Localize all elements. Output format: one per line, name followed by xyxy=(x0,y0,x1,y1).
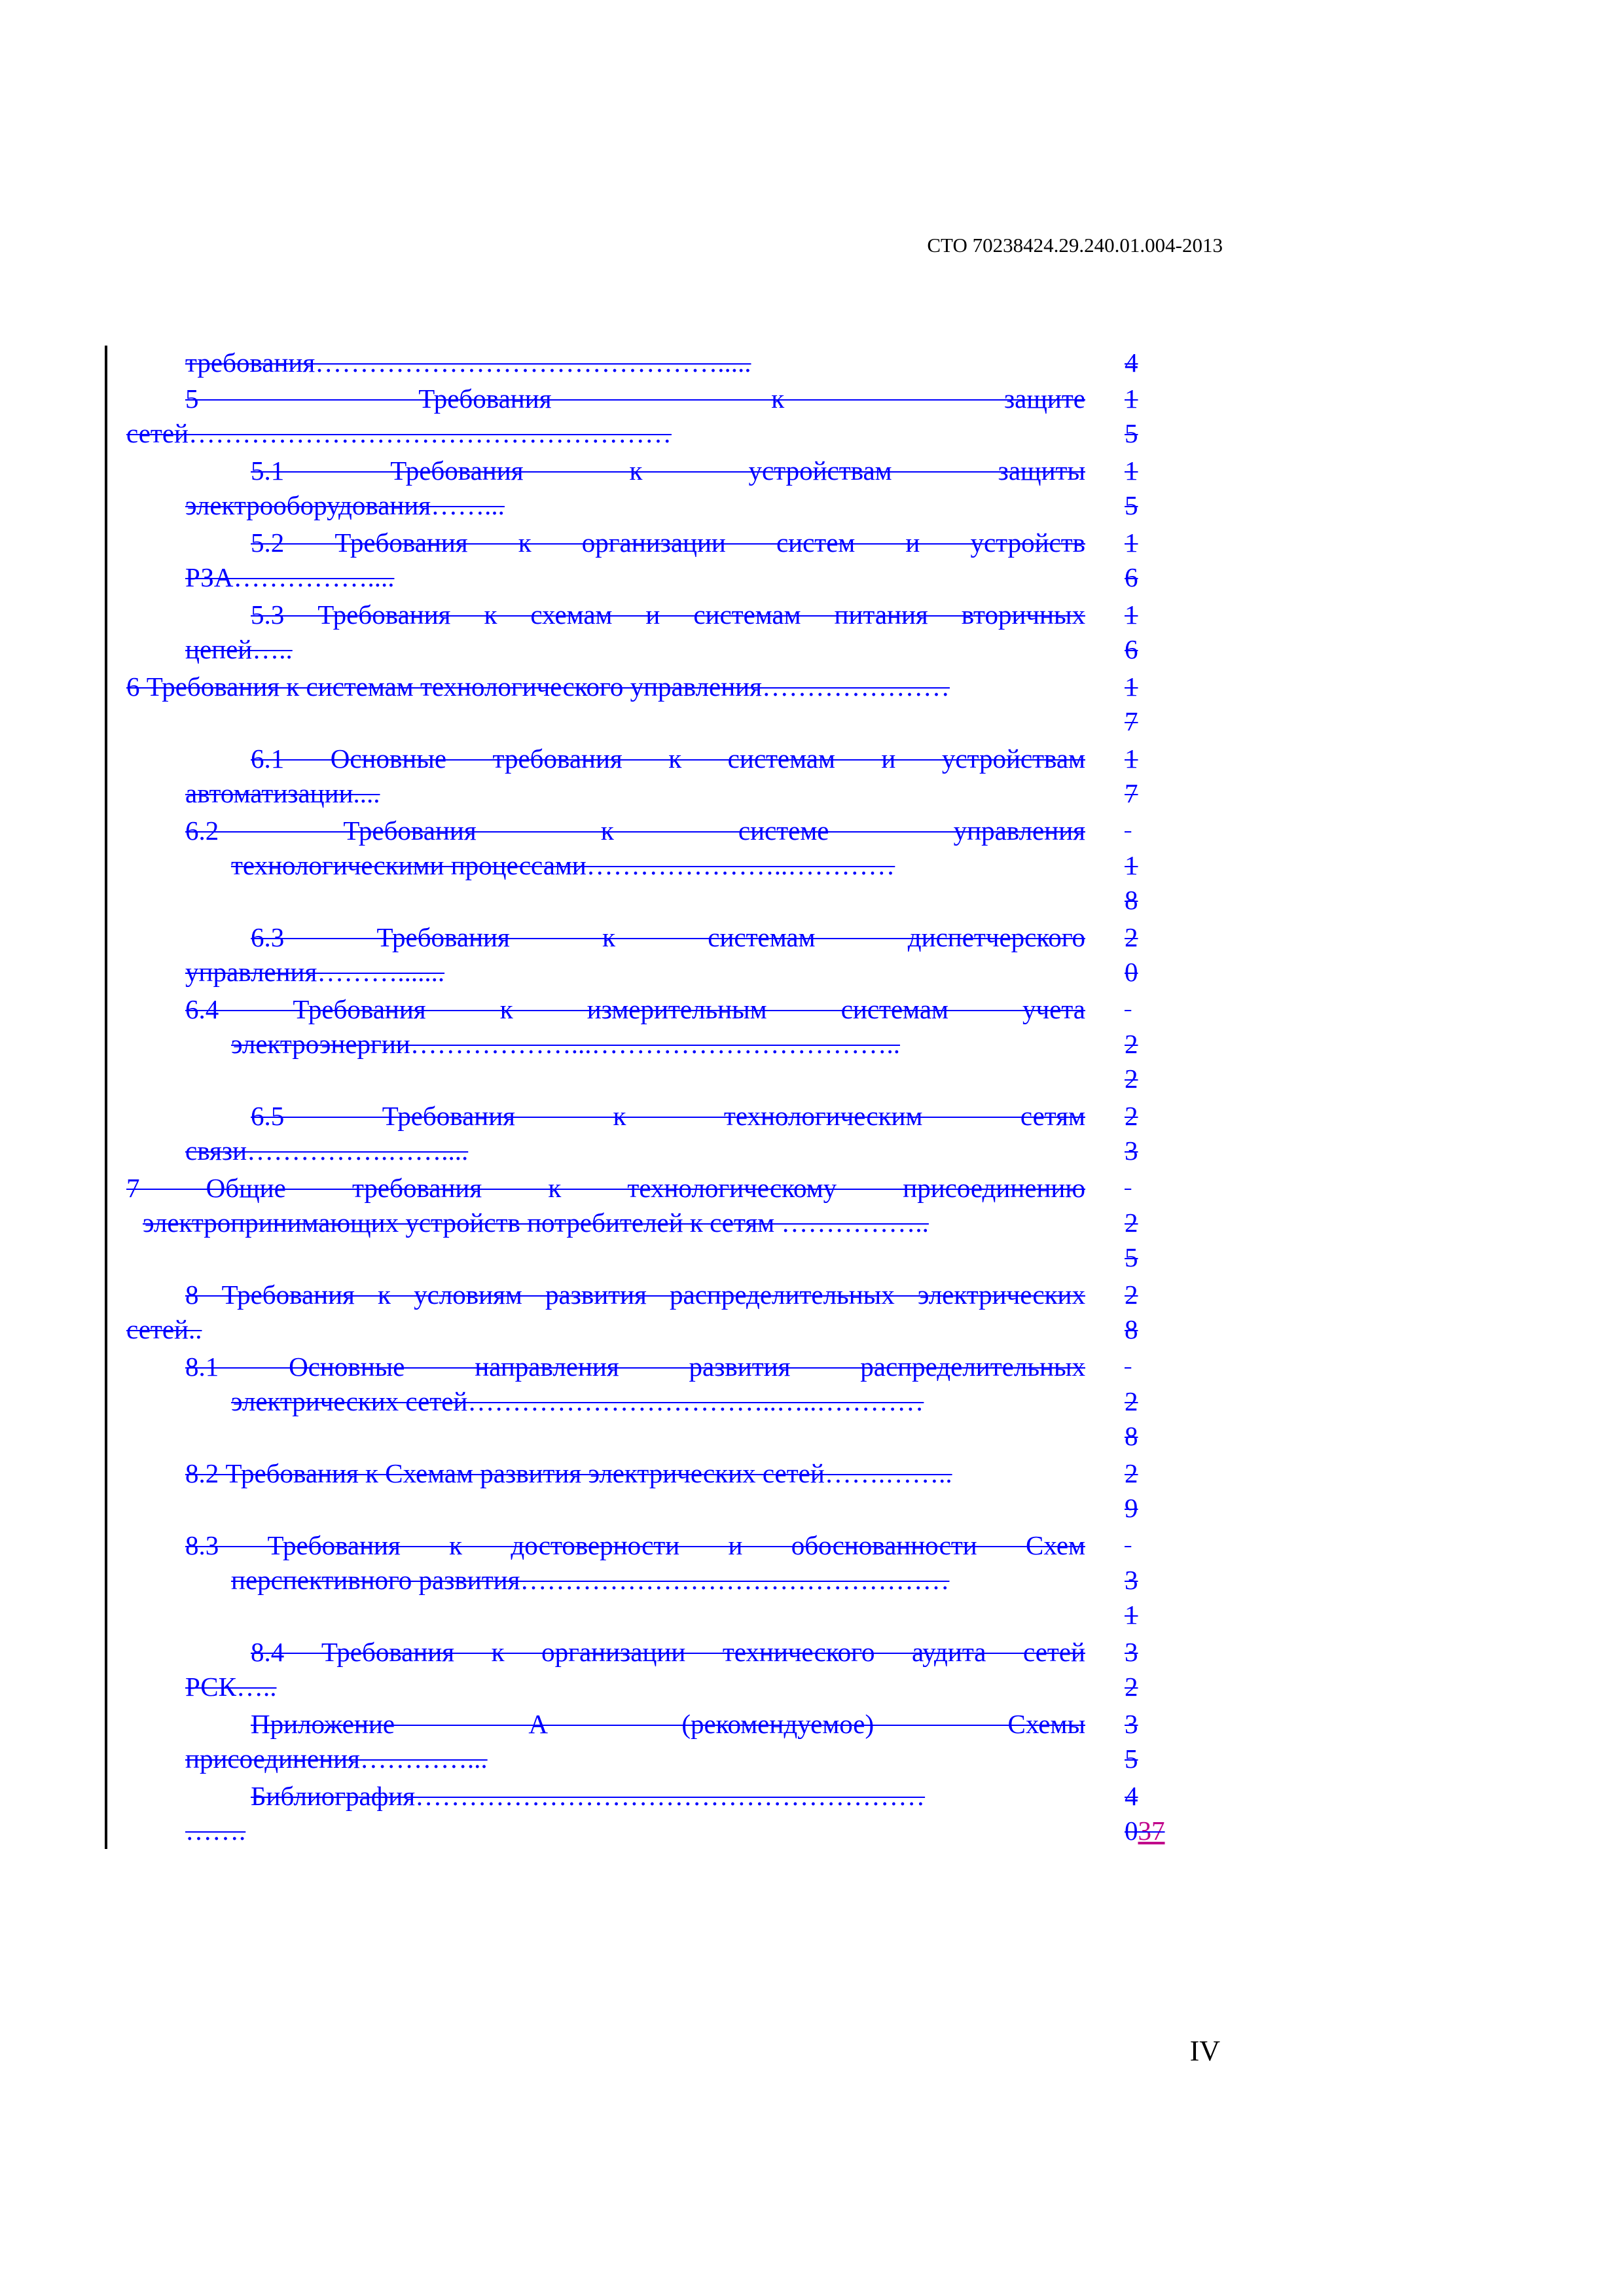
toc-entry-page-number xyxy=(1125,454,1164,523)
toc-page-digit: 2 xyxy=(1125,1064,1138,1094)
toc-page-digit: 5 xyxy=(1125,1744,1138,1774)
toc-entry-title xyxy=(126,920,1085,990)
toc-entry-line: управления………....... xyxy=(185,957,445,987)
toc-page-digit xyxy=(1125,1171,1164,1206)
toc-entry-line: Приложение А (рекомендуемое) Схемы xyxy=(251,1709,1085,1739)
toc-page-digit: 2 xyxy=(1125,1101,1138,1131)
toc-entry-line: РЗА…………….... xyxy=(185,562,395,592)
toc-entry-line: технологическими процессами…………………..………… xyxy=(231,850,895,880)
toc-entry-line: сетей……………………………………………… xyxy=(126,418,672,448)
toc-page-digit: 8 xyxy=(1125,1421,1138,1451)
toc-entry[interactable] xyxy=(126,1456,1187,1523)
toc-entry-page-number xyxy=(1125,1707,1164,1776)
toc-page-digit: 1 xyxy=(1125,384,1138,414)
toc-entry-line: 8.1 Основные направления развития распределительных xyxy=(185,1352,1085,1382)
document-code-header: СТО 70238424.29.240.01.004-2013 xyxy=(927,234,1223,257)
toc-entry-line: присоединения…………... xyxy=(185,1744,488,1774)
toc-page-digit xyxy=(1125,1350,1164,1384)
toc-page-digit xyxy=(1125,992,1164,1027)
toc-entry-line: 6.2 Требования к системе управления xyxy=(185,816,1085,846)
toc-entry-page-number xyxy=(1125,598,1164,667)
toc-page-digit: 1 xyxy=(1125,456,1138,486)
toc-entry[interactable] xyxy=(126,814,1187,915)
toc-entry-page-number xyxy=(1125,1635,1164,1704)
toc-entry-line: 8 Требования к условиям развития распределительных электрических xyxy=(185,1280,1085,1310)
toc-entry-line: Библиография………………………………………………… xyxy=(251,1781,926,1811)
toc-entry-title xyxy=(126,1456,1085,1491)
toc-entry-line: 8.3 Требования к достоверности и обоснованности Схем xyxy=(185,1530,1085,1560)
toc-entry-line: 5.3 Требования к схемам и системам питания вторичных xyxy=(251,600,1085,630)
toc-page-digit: 2 xyxy=(1125,1029,1138,1059)
toc-entry-title xyxy=(126,1350,1085,1419)
toc-page-digit xyxy=(1125,1528,1164,1563)
toc-page-digit: 2 xyxy=(1125,1208,1138,1238)
toc-entry[interactable] xyxy=(126,598,1187,667)
toc-page-digit: 1 xyxy=(1125,850,1138,880)
toc-entry-page-number xyxy=(1125,526,1164,595)
toc-entry-line: электропринимающих устройств потребителей к сетям …………….. xyxy=(143,1208,929,1238)
toc-entry[interactable] xyxy=(126,1779,1187,1848)
toc-entry-page-number xyxy=(1125,1350,1164,1454)
toc-entry-title xyxy=(126,1528,1085,1598)
toc-page-digit: 6 xyxy=(1125,634,1138,664)
toc-entry[interactable] xyxy=(126,742,1187,811)
toc-entry[interactable] xyxy=(126,382,1187,451)
toc-entry-title xyxy=(126,1278,1085,1347)
toc-entry-line: связи…………….…….... xyxy=(185,1136,469,1166)
toc-entry-line: РСК….. xyxy=(185,1672,277,1702)
toc-entry[interactable] xyxy=(126,526,1187,595)
toc-page-digit: 6 xyxy=(1125,562,1138,592)
toc-page-digit: 9 xyxy=(1125,1493,1138,1523)
toc-entry-page-number xyxy=(1125,346,1164,380)
toc-page-digit: 8 xyxy=(1125,885,1138,915)
toc-entry[interactable] xyxy=(126,1171,1187,1272)
toc-entry[interactable] xyxy=(126,454,1187,523)
toc-page-digit: 1 xyxy=(1125,672,1138,702)
toc-entry-line: 5.2 Требования к организации систем и устройств xyxy=(251,528,1085,558)
toc-entry-title xyxy=(126,1099,1085,1168)
toc-entry-line: электрических сетей……………………………..…..………… xyxy=(231,1386,924,1416)
toc-page-digit: 4 xyxy=(1125,348,1138,378)
toc-entry-title xyxy=(126,670,1085,704)
toc-entry-page-number xyxy=(1125,814,1164,918)
toc-entry[interactable] xyxy=(126,920,1187,990)
toc-page-digit: 5 xyxy=(1125,1242,1138,1272)
toc-entry-title xyxy=(126,992,1085,1062)
toc-entry[interactable] xyxy=(126,992,1187,1094)
toc-entry-line: автоматизации.... xyxy=(185,778,380,808)
toc-entry-line: цепей….. xyxy=(185,634,293,664)
toc-entry[interactable] xyxy=(126,1350,1187,1451)
toc-entry-title xyxy=(126,814,1085,883)
toc-page-digit xyxy=(1125,1814,1164,1848)
toc-entry[interactable] xyxy=(126,1707,1187,1776)
toc-page-digit: 3 xyxy=(1125,1565,1138,1595)
toc-entry-page-number xyxy=(1125,742,1164,811)
toc-entry-line: 8.4 Требования к организации технического аудита сетей xyxy=(251,1637,1085,1667)
toc-entry-page-number xyxy=(1125,670,1164,739)
toc-entry-title xyxy=(126,382,1085,451)
toc-entry-title xyxy=(126,742,1085,811)
toc-entry-title xyxy=(126,1779,1085,1848)
toc-entry[interactable] xyxy=(126,1099,1187,1168)
toc-page-digit: 3 xyxy=(1125,1136,1138,1166)
toc-entry-line: 5.1 Требования к устройствам защиты xyxy=(251,456,1085,486)
toc-page-digit: 7 xyxy=(1125,706,1138,736)
toc-entry-title xyxy=(126,1171,1085,1240)
toc-entry-title xyxy=(126,526,1085,595)
toc-entry[interactable] xyxy=(126,670,1187,736)
toc-page-digit: 2 xyxy=(1125,1386,1138,1416)
toc-page-digit: 1 xyxy=(1125,744,1138,774)
toc-entry-page-number xyxy=(1125,1779,1164,1848)
toc-page-digit: 1 xyxy=(1125,600,1138,630)
toc-entry-line: электроэнергии………………...…………………………….. xyxy=(231,1029,900,1059)
toc-entry-line: 7 Общие требования к технологическому присоединению xyxy=(126,1173,1085,1203)
toc-entry-line: электрооборудования……... xyxy=(185,490,505,520)
toc-entry-line: перспективного развития………………………………………… xyxy=(231,1565,950,1595)
toc-entry-page-number xyxy=(1125,1528,1164,1632)
toc-page-digit: 2 xyxy=(1125,1458,1138,1488)
toc-page-digit: 8 xyxy=(1125,1314,1138,1344)
toc-entry[interactable] xyxy=(126,1635,1187,1704)
toc-entry-line: ……. xyxy=(185,1816,246,1846)
toc-page-digit xyxy=(1125,814,1164,848)
revision-change-bar xyxy=(105,346,107,1849)
toc-entry-page-number xyxy=(1125,1099,1164,1168)
toc-page-digit: 1 xyxy=(1125,528,1138,558)
toc-page-digit: 2 xyxy=(1125,1672,1138,1702)
toc-entry-title xyxy=(126,1707,1085,1776)
toc-entry[interactable] xyxy=(126,1278,1187,1347)
toc-entry-page-number xyxy=(1125,992,1164,1096)
toc-page-digit: 5 xyxy=(1125,490,1138,520)
toc-entry-line: 8.2 Требования к Схемам развития электрических сетей…….…….. xyxy=(185,1458,952,1488)
toc-entry-line: 6.5 Требования к технологическим сетям xyxy=(251,1101,1085,1131)
toc-entry-title xyxy=(126,1635,1085,1704)
toc-page-digit: 7 xyxy=(1125,778,1138,808)
toc-page-digit: 2 xyxy=(1125,922,1138,952)
toc-entry-line: требования………………………………………..... xyxy=(185,348,751,378)
toc-entry-line: 6.4 Требования к измерительным системам учета xyxy=(185,994,1085,1024)
toc-entry-page-number xyxy=(1125,920,1164,990)
toc-entry-title xyxy=(126,598,1085,667)
toc-entry-line: сетей.. xyxy=(126,1314,202,1344)
toc-entry-page-number xyxy=(1125,1278,1164,1347)
toc-page-digit: 1 xyxy=(1125,1600,1138,1630)
toc-entry[interactable] xyxy=(126,1528,1187,1630)
page-number-roman: IV xyxy=(1189,2035,1220,2067)
toc-page-digit: 2 xyxy=(1125,1280,1138,1310)
toc-page-digit: 3 xyxy=(1125,1709,1138,1739)
toc-entry-page-number xyxy=(1125,1171,1164,1275)
toc-entry[interactable] xyxy=(126,346,1187,380)
toc-entry-line: 5 Требования к защите xyxy=(185,384,1085,414)
toc-entry-page-number xyxy=(1125,1456,1164,1526)
toc-entry-line: 6.3 Требования к системам диспетчерского xyxy=(251,922,1085,952)
toc-entry-title xyxy=(126,346,1085,380)
toc-page-digit-deleted: 0 xyxy=(1125,1816,1138,1846)
toc-page-digit-inserted: 37 xyxy=(1138,1816,1165,1846)
toc-page-digit: 3 xyxy=(1125,1637,1138,1667)
toc-entry-title xyxy=(126,454,1085,523)
toc-entry-line: 6.1 Основные требования к системам и устройствам xyxy=(251,744,1085,774)
toc-page-digit: 4 xyxy=(1125,1781,1138,1811)
toc-entry-page-number xyxy=(1125,382,1164,451)
toc-entry-line: 6 Требования к системам технологического управления………………… xyxy=(126,672,950,702)
toc-page-digit: 5 xyxy=(1125,418,1138,448)
toc-page-digit: 0 xyxy=(1125,957,1138,987)
